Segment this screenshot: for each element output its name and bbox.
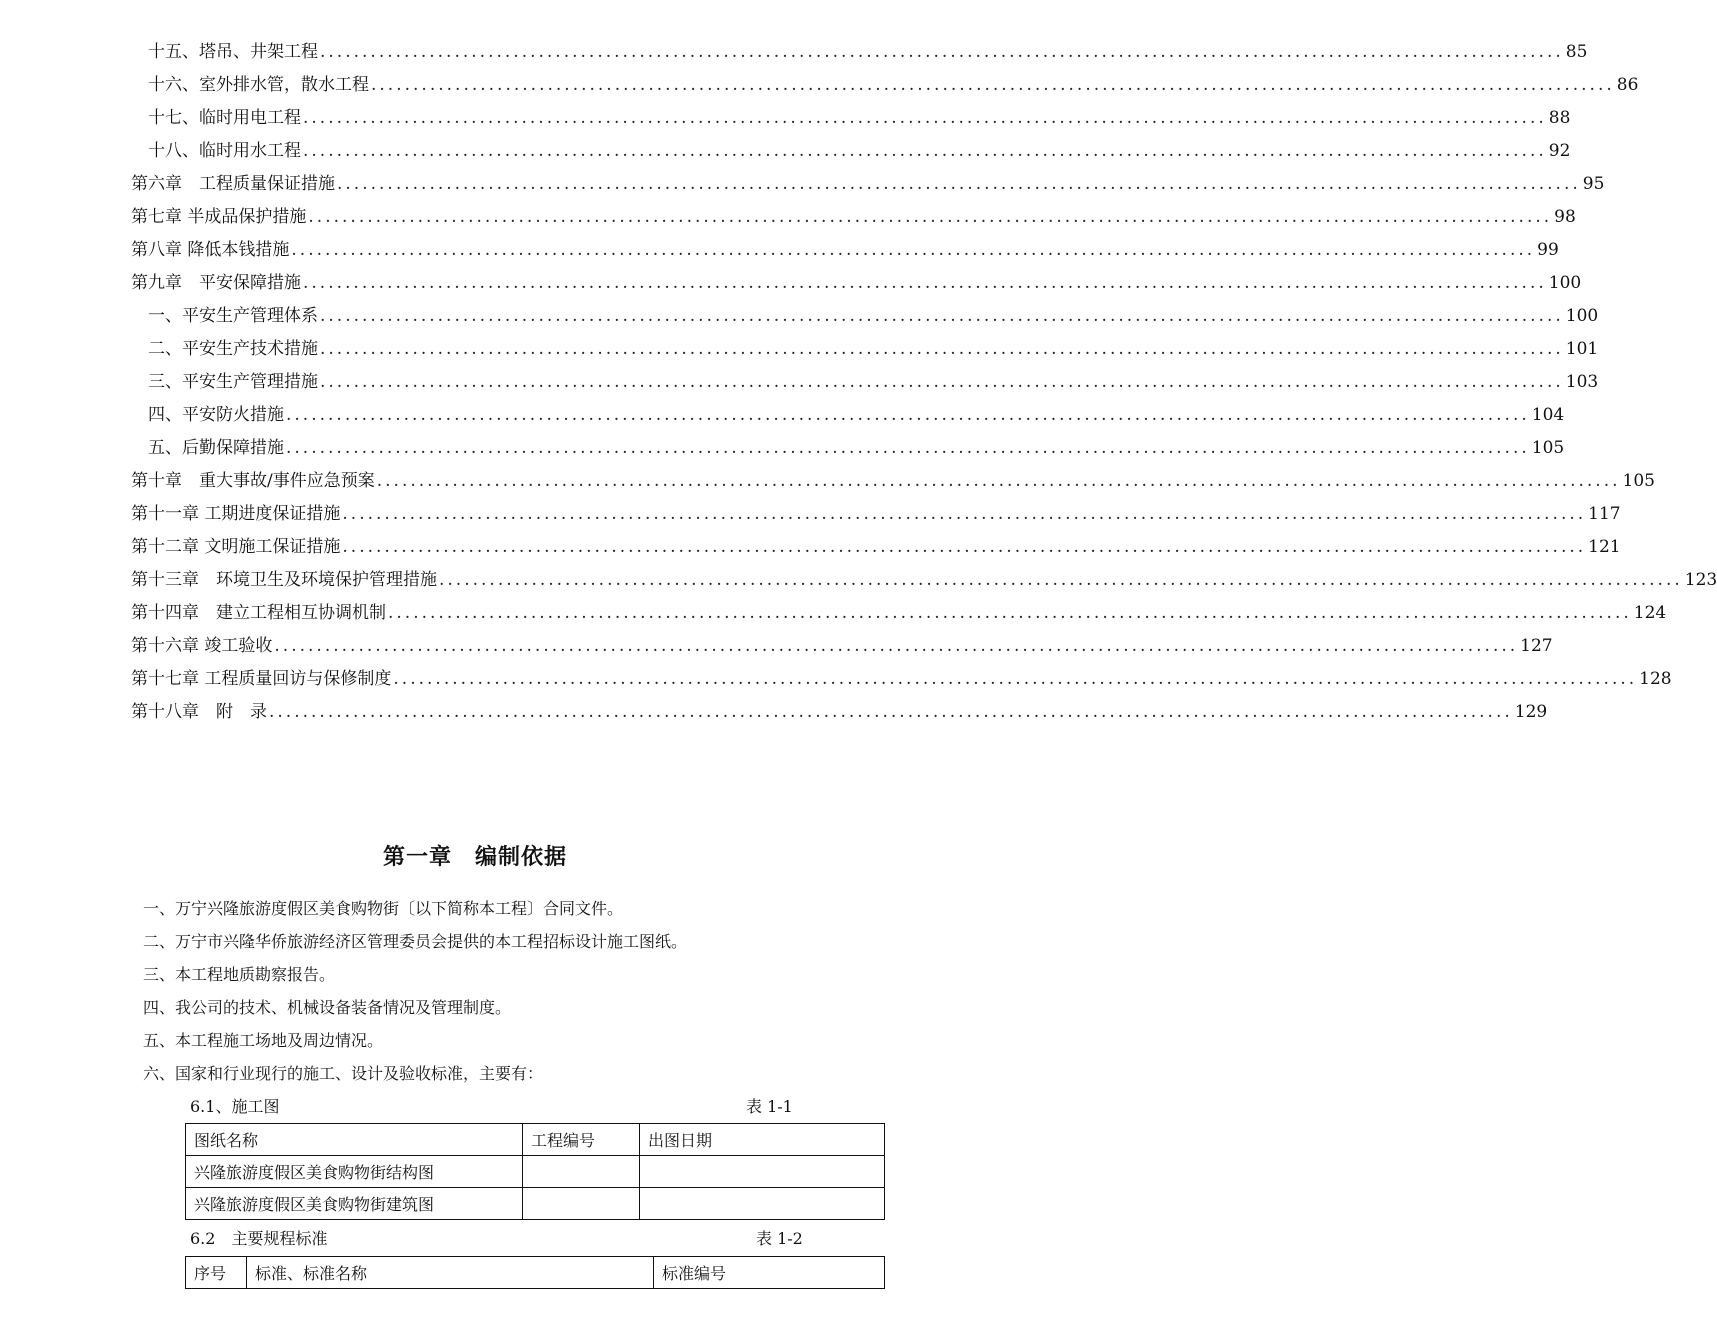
toc-entry[interactable] <box>131 261 1582 294</box>
toc-leader-dots: .................................................................................................................................................... <box>439 570 1683 590</box>
toc-entry-page: 105 <box>1531 438 1565 458</box>
toc-leader-dots: .................................................................................................................................................... <box>320 42 1564 62</box>
toc-entry[interactable] <box>131 624 1553 657</box>
table-header-cell: 出图日期 <box>640 1124 885 1156</box>
toc-entry-title: 一、平安生产管理体系 <box>148 306 318 326</box>
toc-entry-page: 100 <box>1548 273 1582 293</box>
table-cell <box>523 1188 640 1220</box>
table-header-cell: 图纸名称 <box>186 1124 523 1156</box>
toc-entry-page: 100 <box>1565 306 1599 326</box>
toc-entry-title: 十八、临时用水工程 <box>148 141 301 161</box>
toc-entry-title: 四、平安防火措施 <box>148 405 284 425</box>
toc-leader-dots: .................................................................................................................................................... <box>303 273 1547 293</box>
toc-leader-dots: .................................................................................................................................................... <box>303 108 1547 128</box>
toc-entry-page: 124 <box>1633 603 1667 623</box>
toc-entry[interactable] <box>148 393 1565 426</box>
toc-leader-dots: .................................................................................................................................................... <box>274 636 1519 656</box>
table-header-cell: 序号 <box>186 1257 247 1289</box>
toc-entry-page: 88 <box>1548 108 1571 128</box>
toc-leader-dots: .................................................................................................................................................... <box>393 669 1638 689</box>
table-header-row <box>186 1257 885 1289</box>
toc-entry-title: 第七章 半成品保护措施 <box>131 207 307 227</box>
toc-entry[interactable] <box>131 558 1717 591</box>
toc-entry-page: 129 <box>1514 702 1548 722</box>
toc-leader-dots: .................................................................................................................................................... <box>269 702 1513 722</box>
toc-entry-page: 103 <box>1565 372 1599 392</box>
table-row <box>186 1156 885 1188</box>
toc-entry[interactable] <box>148 327 1599 360</box>
table2-label: 表 1-2 <box>756 1229 803 1248</box>
table1-label: 表 1-1 <box>746 1097 793 1116</box>
toc-leader-dots: .................................................................................................................................................... <box>286 438 1530 458</box>
toc-entry[interactable] <box>131 195 1576 228</box>
toc-entry[interactable] <box>131 492 1621 525</box>
toc-entry-title: 二、平安生产技术措施 <box>148 339 318 359</box>
toc-entry-title: 第十八章 附 录 <box>131 702 267 722</box>
toc-leader-dots: .................................................................................................................................................... <box>342 504 1587 524</box>
chapter-title: 第一章 编制依据 <box>382 845 567 870</box>
toc-entry-page: 85 <box>1565 42 1588 62</box>
table-cell <box>640 1188 885 1220</box>
toc-entry[interactable] <box>131 525 1621 558</box>
toc-entry[interactable] <box>148 294 1599 327</box>
toc-leader-dots: .................................................................................................................................................... <box>388 603 1632 623</box>
table-header-cell: 标准编号 <box>654 1257 885 1289</box>
toc-entry[interactable] <box>148 96 1571 129</box>
toc-leader-dots: .................................................................................................................................................... <box>286 405 1530 425</box>
toc-entry[interactable] <box>131 657 1672 690</box>
table-row <box>186 1188 885 1220</box>
toc-entry-title: 第十四章 建立工程相互协调机制 <box>131 603 386 623</box>
toc-entry-page: 101 <box>1565 339 1599 359</box>
basis-item: 一、万宁兴隆旅游度假区美食购物街〔以下简称本工程〕合同文件。 <box>143 899 624 918</box>
basis-item: 四、我公司的技术、机械设备装备情况及管理制度。 <box>143 998 512 1017</box>
toc-entry[interactable] <box>148 129 1571 162</box>
toc-entry-page: 95 <box>1582 174 1605 194</box>
toc-entry-title: 第十三章 环境卫生及环境保护管理措施 <box>131 570 437 590</box>
table2-caption: 6.2 主要规程标准 <box>190 1229 328 1248</box>
table-cell <box>640 1156 885 1188</box>
toc-entry-title: 三、平安生产管理措施 <box>148 372 318 392</box>
toc-entry-title: 第六章 工程质量保证措施 <box>131 174 335 194</box>
toc-leader-dots: .................................................................................................................................................... <box>337 174 1581 194</box>
drawings-table <box>185 1123 885 1220</box>
toc-entry-page: 98 <box>1554 207 1576 227</box>
toc-entry-title: 第九章 平安保障措施 <box>131 273 301 293</box>
toc-leader-dots: .................................................................................................................................................... <box>320 372 1564 392</box>
toc-entry-title: 十七、临时用电工程 <box>148 108 301 128</box>
toc-entry-page: 105 <box>1622 471 1655 491</box>
standards-table <box>185 1256 885 1289</box>
toc-entry[interactable] <box>148 30 1588 63</box>
toc-entry-title: 第八章 降低本钱措施 <box>131 240 290 260</box>
toc-entry-page: 123 <box>1684 570 1717 590</box>
basis-item: 五、本工程施工场地及周边情况。 <box>143 1031 384 1050</box>
table-cell: 兴隆旅游度假区美食购物街结构图 <box>186 1156 523 1188</box>
toc-leader-dots: .................................................................................................................................................... <box>303 141 1547 161</box>
toc-entry-page: 121 <box>1588 537 1621 557</box>
basis-item: 三、本工程地质勘察报告。 <box>143 965 336 984</box>
toc-entry[interactable] <box>131 162 1605 195</box>
table-cell <box>523 1156 640 1188</box>
toc-entry[interactable] <box>131 690 1548 723</box>
table-header-cell: 工程编号 <box>523 1124 640 1156</box>
toc-entry-title: 十六、室外排水管，散水工程 <box>148 75 369 95</box>
toc-leader-dots: .................................................................................................................................................... <box>320 339 1564 359</box>
table-header-cell: 标准、标准名称 <box>247 1257 654 1289</box>
table-header-row <box>186 1124 885 1156</box>
toc-entry-title: 十五、塔吊、井架工程 <box>148 42 318 62</box>
toc-entry-page: 127 <box>1520 636 1553 656</box>
toc-entry-page: 99 <box>1537 240 1559 260</box>
table-cell: 兴隆旅游度假区美食购物街建筑图 <box>186 1188 523 1220</box>
basis-item: 六、国家和行业现行的施工、设计及验收标准，主要有： <box>143 1064 544 1083</box>
toc-entry-page: 92 <box>1548 141 1571 161</box>
toc-leader-dots: .................................................................................................................................................... <box>371 75 1615 95</box>
toc-entry-page: 86 <box>1616 75 1639 95</box>
toc-entry-title: 第十一章 工期进度保证措施 <box>131 504 341 524</box>
toc-entry-title: 第十六章 竣工验收 <box>131 636 273 656</box>
toc-entry-title: 五、后勤保障措施 <box>148 438 284 458</box>
basis-item: 二、万宁市兴隆华侨旅游经济区管理委员会提供的本工程招标设计施工图纸。 <box>143 932 688 951</box>
toc-entry[interactable] <box>148 426 1565 459</box>
toc-entry-title: 第十二章 文明施工保证措施 <box>131 537 341 557</box>
toc-leader-dots: .................................................................................................................................................... <box>320 306 1564 326</box>
toc-entry-page: 117 <box>1588 504 1621 524</box>
toc-entry[interactable] <box>131 228 1559 261</box>
table1-caption: 6.1、施工图 <box>190 1097 280 1116</box>
toc-entry-page: 128 <box>1639 669 1672 689</box>
toc-leader-dots: .................................................................................................................................................... <box>308 207 1553 227</box>
toc-leader-dots: .................................................................................................................................................... <box>342 537 1587 557</box>
toc-entry-title: 第十七章 工程质量回访与保修制度 <box>131 669 392 689</box>
toc-entry[interactable] <box>148 63 1639 96</box>
toc-leader-dots: .................................................................................................................................................... <box>291 240 1536 260</box>
toc-entry-title: 第十章 重大事故/事件应急预案 <box>131 471 375 491</box>
toc-entry-page: 104 <box>1531 405 1565 425</box>
toc-entry[interactable] <box>131 591 1667 624</box>
toc-leader-dots: .................................................................................................................................................... <box>376 471 1621 491</box>
toc-entry[interactable] <box>148 360 1599 393</box>
toc-entry[interactable] <box>131 459 1655 492</box>
